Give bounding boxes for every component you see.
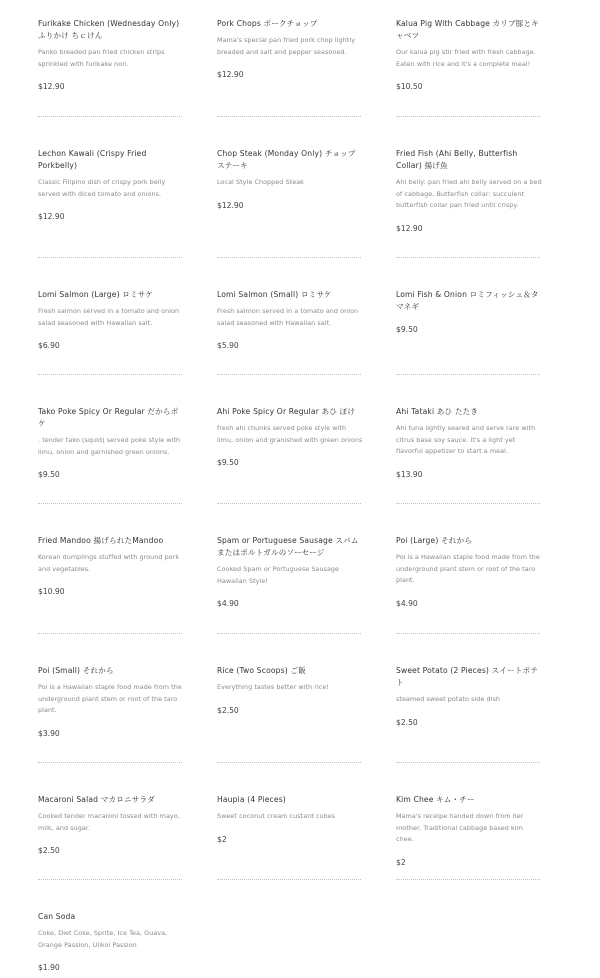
item-divider: [396, 633, 540, 634]
item-name: Kalua Pig With Cabbage カリブ豚とキャベツ: [396, 19, 540, 40]
item-name: Lechon Kawali (Crispy Fried Porkbelly): [38, 149, 147, 170]
menu-item[interactable]: [38, 148, 184, 223]
item-description: Mama's special pan fried pork chop lightly breaded and salt and pepper seasoned.: [217, 36, 356, 56]
menu-item[interactable]: [217, 148, 363, 212]
item-price: $1.90: [38, 963, 60, 972]
item-description: Our kalua pig stir fried with fresh cabbage. Eaten with rice and it's a complete meal!: [396, 48, 536, 68]
item-divider: [217, 116, 361, 117]
item-name: Lomi Salmon (Large) ロミサケ: [38, 290, 153, 299]
menu-item[interactable]: [38, 289, 184, 352]
item-price: $12.90: [38, 212, 65, 221]
item-name: Rice (Two Scoops) ご飯: [217, 666, 306, 675]
item-price: $2: [396, 857, 406, 867]
menu-item[interactable]: [396, 18, 542, 93]
item-description: Sweet coconut cream custard cubes: [217, 812, 336, 820]
item-price: $6.90: [38, 341, 60, 350]
item-description: Classic Filipino dish of crispy pork belly served with diced tomato and onions.: [38, 178, 166, 198]
item-divider: [217, 257, 361, 258]
menu-item[interactable]: [396, 535, 542, 610]
item-divider: [38, 374, 182, 375]
item-name: Poi (Small) それから: [38, 666, 114, 675]
item-description: Cooked Spam or Portuguese Sausage Hawaiian Style!: [217, 565, 340, 585]
menu-item[interactable]: [396, 148, 542, 235]
item-name: Macaroni Salad マカロニサラダ: [38, 795, 155, 804]
item-description: Poi is a Hawaiian staple food made from the underground plant stem or root of the taro plant.: [396, 553, 540, 584]
item-description: Poi is a Hawaiian staple food made from the underground plant stem or root of the taro plant.: [38, 683, 182, 714]
item-price: $2.50: [396, 717, 418, 727]
menu-item[interactable]: [38, 911, 184, 974]
item-price: $9.50: [396, 325, 418, 334]
menu-item[interactable]: [38, 535, 184, 598]
item-description: Mama's receipe handed down from her mother. Traditional cabbage based kim chee.: [396, 812, 524, 843]
menu-item[interactable]: [217, 535, 363, 610]
item-name: Ahi Tataki あひ たたき: [396, 407, 479, 416]
item-name: Tako Poke Spicy Or Regular だからポケ: [38, 407, 179, 428]
item-name: Lomi Salmon (Small) ロミサケ: [217, 290, 332, 299]
menu-item[interactable]: [217, 665, 363, 717]
item-name: Spam or Portuguese Sausage スパムまたはポルトガルのソーセージ: [217, 536, 359, 557]
menu-item[interactable]: [217, 794, 363, 846]
item-divider: [396, 257, 540, 258]
item-description: Local Style Chopped Steak: [217, 178, 304, 186]
item-price: $4.90: [396, 598, 418, 608]
item-name: Lomi Fish & Onion ロミフィッシュ＆タマネギ: [396, 290, 539, 311]
item-divider: [38, 879, 182, 880]
item-description: Coke, Diet Coke, Sprite, Ice Tea, Guava, Orange Passion, Ulikoi Passion: [38, 929, 168, 949]
item-divider: [396, 503, 540, 504]
item-price: $12.90: [217, 200, 244, 210]
menu-item[interactable]: [38, 18, 184, 93]
item-price: $2.50: [38, 846, 60, 855]
item-price: $9.50: [217, 458, 239, 467]
menu-item[interactable]: [38, 665, 184, 740]
menu-item[interactable]: [396, 406, 542, 481]
item-price: $10.90: [38, 587, 65, 596]
menu-item[interactable]: [217, 406, 363, 469]
menu-item[interactable]: [217, 289, 363, 352]
item-description: steamed sweet potato side dish: [396, 695, 500, 703]
item-name: Haupia (4 Pieces): [217, 795, 286, 804]
item-description: Everything tastes better with rice!: [217, 683, 330, 691]
menu-item[interactable]: [38, 406, 184, 481]
item-divider: [38, 633, 182, 634]
item-price: $12.90: [217, 70, 244, 79]
menu-item[interactable]: [396, 289, 542, 336]
menu-item[interactable]: [217, 18, 363, 81]
item-name: Can Soda: [38, 912, 76, 921]
item-price: $5.90: [217, 341, 239, 350]
item-divider: [396, 879, 540, 880]
item-price: $12.90: [396, 223, 423, 233]
item-description: Ahi belly: pan fried ahi belly served on a bed of cabbage, Butterfish collar: succulent butterfish collar pan fried until crispy.: [396, 178, 542, 209]
item-description: Fresh salmon served in a tomato and onion salad seasoned with Hawaiian salt.: [217, 307, 359, 327]
item-divider: [396, 762, 540, 763]
item-description: Korean dumplings stuffed with ground pork and vegetables.: [38, 553, 180, 573]
item-price: $13.90: [396, 469, 423, 479]
item-divider: [396, 116, 540, 117]
item-divider: [38, 116, 182, 117]
item-name: Pork Chops ポークチョップ: [217, 19, 318, 28]
item-divider: [217, 762, 361, 763]
item-divider: [38, 257, 182, 258]
item-price: $2.50: [217, 705, 239, 715]
menu-item[interactable]: [38, 794, 184, 857]
item-divider: [217, 633, 361, 634]
item-description: Cooked tender macaroni tossed with mayo, milk, and sugar.: [38, 812, 180, 832]
item-divider: [217, 879, 361, 880]
item-price: $3.90: [38, 728, 60, 738]
item-divider: [217, 503, 361, 504]
item-description: Fresh salmon served in a tomato and onion salad seasoned with Hawaiian salt.: [38, 307, 180, 327]
item-description: Panko breaded pan fried chicken strips sprinkled with furikake nori.: [38, 48, 165, 68]
item-price: $9.50: [38, 470, 60, 479]
item-name: Fried Mandoo 揚げられたMandoo: [38, 536, 164, 545]
item-divider: [396, 374, 540, 375]
item-divider: [38, 503, 182, 504]
item-name: Furikake Chicken (Wednesday Only) ふりかけ ちｃけん: [38, 19, 180, 40]
item-price: $2: [217, 834, 227, 844]
item-price: $12.90: [38, 82, 65, 91]
item-name: Kim Chee キム・チー: [396, 795, 475, 804]
item-name: Poi (Large) それから: [396, 536, 472, 545]
item-description: fresh ahi chunks served poke style with limu, onion and granished with green onions: [217, 424, 363, 444]
menu-item[interactable]: [396, 794, 542, 869]
item-name: Sweet Potato (2 Pieces) スイートポテト: [396, 666, 538, 687]
item-price: $10.50: [396, 82, 423, 91]
item-divider: [217, 374, 361, 375]
item-name: Ahi Poke Spicy Or Regular あひ ぽけ: [217, 407, 356, 416]
item-name: Chop Steak (Monday Only) チョップステーキ: [217, 149, 356, 170]
item-price: $4.90: [217, 599, 239, 608]
item-divider: [38, 762, 182, 763]
item-name: Fried Fish (Ahi Belly, Butterfish Collar) 揚げ魚: [396, 149, 518, 170]
item-description: Ahi tuna lightly seared and serve rare with citrus base soy sauce. It's a light yet flavorful appetizer to start a meal.: [396, 424, 536, 455]
item-description: . tender tako (squid) served poke style with limu, onion and garnished green onions.: [38, 436, 181, 456]
menu-item[interactable]: [396, 665, 542, 729]
